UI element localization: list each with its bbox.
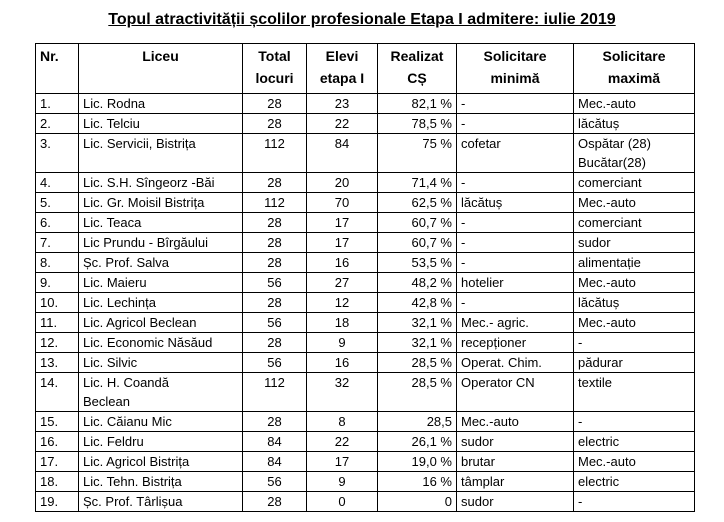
cell-liceu-line: Lic. Feldru xyxy=(83,434,144,449)
table-row xyxy=(36,333,695,353)
header-realizat-line: CȘ xyxy=(407,70,427,86)
cell-total-locuri: 28 xyxy=(243,333,307,353)
cell-solicitare-minima xyxy=(457,193,574,213)
cell-solicitare-minima xyxy=(457,233,574,253)
table-row xyxy=(36,432,695,452)
cell-solicitare-minima xyxy=(457,253,574,273)
cell-solicitare-minima xyxy=(457,353,574,373)
cell-total-locuri: 28 xyxy=(243,253,307,273)
cell-solicitare-minima-line: cofetar xyxy=(461,136,501,151)
cell-solicitare-maxima xyxy=(574,452,695,472)
cell-solicitare-maxima xyxy=(574,472,695,492)
cell-solicitare-maxima-line: - xyxy=(578,335,583,350)
cell-liceu-line: Lic Prundu - Bîrgăului xyxy=(83,235,209,250)
cell-elevi: 9 xyxy=(307,333,378,353)
cell-elevi: 17 xyxy=(307,452,378,472)
cell-total-locuri: 84 xyxy=(243,432,307,452)
cell-solicitare-minima-line: Mec.-auto xyxy=(461,414,519,429)
cell-liceu xyxy=(79,472,243,492)
cell-liceu xyxy=(79,333,243,353)
cell-solicitare-maxima xyxy=(574,293,695,313)
header-solicitare-maxima-line: maximă xyxy=(607,70,661,86)
header-solicitare-maxima xyxy=(574,44,695,94)
cell-nr: 16. xyxy=(36,432,79,452)
cell-elevi: 70 xyxy=(307,193,378,213)
cell-solicitare-minima xyxy=(457,472,574,492)
cell-solicitare-maxima-line: Mec.-auto xyxy=(578,96,636,111)
cell-realizat: 42,8 % xyxy=(378,293,457,313)
ranking-table xyxy=(35,43,695,512)
cell-solicitare-minima-line: brutar xyxy=(461,454,495,469)
cell-solicitare-maxima-line: - xyxy=(578,494,583,509)
cell-solicitare-minima-line: - xyxy=(461,215,466,230)
cell-realizat: 19,0 % xyxy=(378,452,457,472)
cell-liceu-line: Lic. Lechința xyxy=(83,295,156,310)
cell-solicitare-minima-line: - xyxy=(461,295,466,310)
cell-elevi: 18 xyxy=(307,313,378,333)
table-row xyxy=(36,313,695,333)
cell-realizat: 0 xyxy=(378,492,457,512)
cell-realizat: 28,5 % xyxy=(378,353,457,373)
cell-liceu xyxy=(79,253,243,273)
cell-solicitare-minima-line: - xyxy=(461,255,466,270)
cell-solicitare-minima xyxy=(457,452,574,472)
cell-liceu xyxy=(79,432,243,452)
cell-elevi: 17 xyxy=(307,233,378,253)
cell-solicitare-minima xyxy=(457,94,574,114)
cell-solicitare-maxima-line: lăcătuș xyxy=(578,295,620,310)
cell-liceu-line: Lic. Rodna xyxy=(83,96,146,111)
table-row xyxy=(36,353,695,373)
cell-elevi: 22 xyxy=(307,114,378,134)
table-row xyxy=(36,94,695,114)
table-row xyxy=(36,492,695,512)
cell-solicitare-minima-line: - xyxy=(461,96,466,111)
cell-solicitare-minima xyxy=(457,114,574,134)
cell-solicitare-maxima xyxy=(574,134,695,173)
cell-nr: 6. xyxy=(36,213,79,233)
cell-solicitare-maxima xyxy=(574,353,695,373)
document-title: Topul atractivității școlilor profesionale Etapa I admitere: iulie 2019 xyxy=(108,11,616,28)
cell-liceu xyxy=(79,213,243,233)
cell-realizat: 62,5 % xyxy=(378,193,457,213)
cell-solicitare-maxima xyxy=(574,213,695,233)
cell-total-locuri: 28 xyxy=(243,173,307,193)
cell-total-locuri: 112 xyxy=(243,134,307,173)
cell-solicitare-maxima xyxy=(574,193,695,213)
table-row xyxy=(36,193,695,213)
cell-nr: 5. xyxy=(36,193,79,213)
cell-liceu xyxy=(79,273,243,293)
table-row xyxy=(36,273,695,293)
cell-solicitare-minima xyxy=(457,333,574,353)
cell-solicitare-maxima-line: lăcătuș xyxy=(578,116,620,131)
cell-solicitare-maxima xyxy=(574,313,695,333)
header-liceu-line: Liceu xyxy=(142,48,179,64)
cell-liceu xyxy=(79,233,243,253)
cell-solicitare-maxima-line: Mec.-auto xyxy=(578,454,636,469)
header-nr xyxy=(36,44,79,94)
cell-total-locuri: 28 xyxy=(243,412,307,432)
cell-liceu-line: Lic. Agricol Bistrița xyxy=(83,454,190,469)
cell-realizat: 32,1 % xyxy=(378,313,457,333)
cell-nr: 8. xyxy=(36,253,79,273)
cell-realizat: 28,5 % xyxy=(378,373,457,412)
cell-liceu-line: Șc. Prof. Târlișua xyxy=(83,494,183,509)
cell-solicitare-maxima xyxy=(574,333,695,353)
cell-realizat: 60,7 % xyxy=(378,233,457,253)
cell-realizat: 78,5 % xyxy=(378,114,457,134)
cell-solicitare-maxima-line: Mec.-auto xyxy=(578,275,636,290)
cell-nr: 9. xyxy=(36,273,79,293)
cell-total-locuri: 28 xyxy=(243,492,307,512)
cell-nr: 12. xyxy=(36,333,79,353)
cell-total-locuri: 112 xyxy=(243,373,307,412)
header-elevi-etapa xyxy=(307,44,378,94)
cell-liceu-line: Lic. Teaca xyxy=(83,215,142,230)
cell-elevi: 22 xyxy=(307,432,378,452)
cell-solicitare-minima-line: hotelier xyxy=(461,275,504,290)
cell-nr: 15. xyxy=(36,412,79,432)
cell-nr: 7. xyxy=(36,233,79,253)
cell-liceu-line: Lic. Economic Năsăud xyxy=(83,335,213,350)
cell-liceu-line: Lic. Maieru xyxy=(83,275,147,290)
cell-solicitare-maxima-line: comerciant xyxy=(578,215,642,230)
header-total-locuri-line: Total xyxy=(258,48,291,64)
cell-nr: 19. xyxy=(36,492,79,512)
table-row xyxy=(36,213,695,233)
cell-nr: 18. xyxy=(36,472,79,492)
cell-nr: 10. xyxy=(36,293,79,313)
cell-nr: 13. xyxy=(36,353,79,373)
cell-solicitare-minima xyxy=(457,432,574,452)
cell-solicitare-maxima-line: electric xyxy=(578,434,620,449)
cell-solicitare-maxima-line: Mec.-auto xyxy=(578,315,636,330)
header-solicitare-minima-line: minimă xyxy=(490,70,540,86)
cell-solicitare-minima xyxy=(457,134,574,173)
cell-realizat: 71,4 % xyxy=(378,173,457,193)
cell-solicitare-maxima xyxy=(574,492,695,512)
cell-liceu xyxy=(79,452,243,472)
cell-elevi: 17 xyxy=(307,213,378,233)
cell-solicitare-minima xyxy=(457,273,574,293)
cell-solicitare-minima xyxy=(457,492,574,512)
cell-solicitare-maxima-line: - xyxy=(578,414,583,429)
header-nr-line: Nr. xyxy=(40,48,59,64)
cell-liceu xyxy=(79,193,243,213)
cell-solicitare-maxima xyxy=(574,273,695,293)
cell-solicitare-maxima-line: alimentație xyxy=(578,255,641,270)
cell-liceu xyxy=(79,134,243,173)
cell-solicitare-maxima xyxy=(574,114,695,134)
cell-realizat: 26,1 % xyxy=(378,432,457,452)
cell-realizat: 32,1 % xyxy=(378,333,457,353)
cell-total-locuri: 28 xyxy=(243,233,307,253)
cell-liceu xyxy=(79,114,243,134)
cell-solicitare-maxima-line: textile xyxy=(578,375,612,390)
cell-liceu-line: Lic. S.H. Sîngeorz -Băi xyxy=(83,175,215,190)
cell-nr: 11. xyxy=(36,313,79,333)
header-elevi-etapa-line: Elevi xyxy=(325,48,359,64)
cell-total-locuri: 28 xyxy=(243,293,307,313)
cell-solicitare-maxima-line: Mec.-auto xyxy=(578,195,636,210)
cell-liceu-line: Beclean xyxy=(83,394,130,409)
cell-liceu-line: Lic. Silvic xyxy=(83,355,138,370)
cell-solicitare-minima xyxy=(457,373,574,412)
table-header-row xyxy=(36,44,695,94)
cell-liceu-line: Lic. Căianu Mic xyxy=(83,414,172,429)
cell-nr: 17. xyxy=(36,452,79,472)
cell-realizat: 48,2 % xyxy=(378,273,457,293)
cell-solicitare-minima-line: - xyxy=(461,175,466,190)
table-row xyxy=(36,173,695,193)
table-body xyxy=(36,94,695,512)
cell-liceu xyxy=(79,492,243,512)
cell-elevi: 84 xyxy=(307,134,378,173)
cell-solicitare-minima-line: - xyxy=(461,116,466,131)
cell-solicitare-minima xyxy=(457,313,574,333)
cell-nr: 14. xyxy=(36,373,79,412)
cell-elevi: 20 xyxy=(307,173,378,193)
cell-solicitare-minima-line: recepționer xyxy=(461,335,527,350)
cell-liceu xyxy=(79,173,243,193)
cell-nr: 2. xyxy=(36,114,79,134)
header-liceu xyxy=(79,44,243,94)
header-total-locuri-line: locuri xyxy=(255,70,294,86)
cell-solicitare-minima-line: sudor xyxy=(461,434,494,449)
header-realizat-line: Realizat xyxy=(390,48,444,64)
cell-solicitare-maxima-line: Ospătar (28) xyxy=(578,136,651,151)
cell-realizat: 60,7 % xyxy=(378,213,457,233)
cell-total-locuri: 56 xyxy=(243,273,307,293)
cell-nr: 3. xyxy=(36,134,79,173)
cell-liceu xyxy=(79,94,243,114)
cell-total-locuri: 28 xyxy=(243,213,307,233)
table-row xyxy=(36,253,695,273)
cell-solicitare-minima-line: - xyxy=(461,235,466,250)
cell-nr: 1. xyxy=(36,94,79,114)
table-row xyxy=(36,452,695,472)
cell-liceu-line: Lic. Gr. Moisil Bistrița xyxy=(83,195,205,210)
cell-elevi: 12 xyxy=(307,293,378,313)
cell-elevi: 16 xyxy=(307,353,378,373)
cell-solicitare-maxima xyxy=(574,412,695,432)
cell-solicitare-minima-line: Operator CN xyxy=(461,375,535,390)
cell-realizat: 82,1 % xyxy=(378,94,457,114)
header-solicitare-minima xyxy=(457,44,574,94)
cell-solicitare-minima xyxy=(457,173,574,193)
cell-elevi: 9 xyxy=(307,472,378,492)
header-total-locuri xyxy=(243,44,307,94)
cell-liceu-line: Lic. Servicii, Bistrița xyxy=(83,136,196,151)
cell-liceu-line: Lic. Agricol Beclean xyxy=(83,315,197,330)
cell-solicitare-minima-line: tâmplar xyxy=(461,474,505,489)
cell-realizat: 53,5 % xyxy=(378,253,457,273)
cell-solicitare-minima-line: lăcătuș xyxy=(461,195,503,210)
cell-solicitare-maxima-line: comerciant xyxy=(578,175,642,190)
cell-realizat: 28,5 xyxy=(378,412,457,432)
cell-liceu xyxy=(79,293,243,313)
cell-total-locuri: 56 xyxy=(243,353,307,373)
cell-solicitare-maxima xyxy=(574,253,695,273)
cell-elevi: 32 xyxy=(307,373,378,412)
cell-solicitare-maxima-line: pădurar xyxy=(578,355,623,370)
cell-solicitare-minima xyxy=(457,213,574,233)
cell-realizat: 16 % xyxy=(378,472,457,492)
cell-solicitare-minima xyxy=(457,293,574,313)
cell-elevi: 27 xyxy=(307,273,378,293)
cell-liceu xyxy=(79,313,243,333)
cell-solicitare-maxima xyxy=(574,173,695,193)
cell-solicitare-maxima xyxy=(574,432,695,452)
table-row xyxy=(36,233,695,253)
cell-liceu xyxy=(79,412,243,432)
cell-liceu-line: Lic. Telciu xyxy=(83,116,140,131)
table-row xyxy=(36,114,695,134)
cell-total-locuri: 84 xyxy=(243,452,307,472)
cell-nr: 4. xyxy=(36,173,79,193)
cell-total-locuri: 56 xyxy=(243,472,307,492)
cell-liceu-line: Lic. H. Coandă xyxy=(83,375,169,390)
table-row xyxy=(36,373,695,412)
table-row xyxy=(36,412,695,432)
cell-liceu xyxy=(79,373,243,412)
cell-solicitare-maxima-line: Bucătar(28) xyxy=(578,155,646,170)
cell-solicitare-minima-line: sudor xyxy=(461,494,494,509)
header-realizat xyxy=(378,44,457,94)
cell-solicitare-maxima xyxy=(574,233,695,253)
cell-liceu xyxy=(79,353,243,373)
header-solicitare-maxima-line: Solicitare xyxy=(602,48,666,64)
cell-realizat: 75 % xyxy=(378,134,457,173)
cell-total-locuri: 28 xyxy=(243,94,307,114)
cell-solicitare-minima-line: Mec.- agric. xyxy=(461,315,529,330)
cell-total-locuri: 28 xyxy=(243,114,307,134)
cell-solicitare-maxima xyxy=(574,94,695,114)
cell-liceu-line: Lic. Tehn. Bistrița xyxy=(83,474,182,489)
cell-solicitare-minima-line: Operat. Chim. xyxy=(461,355,542,370)
table-row xyxy=(36,472,695,492)
cell-total-locuri: 112 xyxy=(243,193,307,213)
header-solicitare-minima-line: Solicitare xyxy=(483,48,547,64)
cell-elevi: 8 xyxy=(307,412,378,432)
cell-elevi: 23 xyxy=(307,94,378,114)
cell-solicitare-maxima xyxy=(574,373,695,412)
cell-solicitare-maxima-line: electric xyxy=(578,474,620,489)
table-row xyxy=(36,293,695,313)
cell-solicitare-maxima-line: sudor xyxy=(578,235,611,250)
cell-elevi: 0 xyxy=(307,492,378,512)
cell-total-locuri: 56 xyxy=(243,313,307,333)
cell-elevi: 16 xyxy=(307,253,378,273)
header-elevi-etapa-line: etapa I xyxy=(319,70,365,86)
table-row xyxy=(36,134,695,173)
cell-solicitare-minima xyxy=(457,412,574,432)
cell-liceu-line: Șc. Prof. Salva xyxy=(83,255,169,270)
